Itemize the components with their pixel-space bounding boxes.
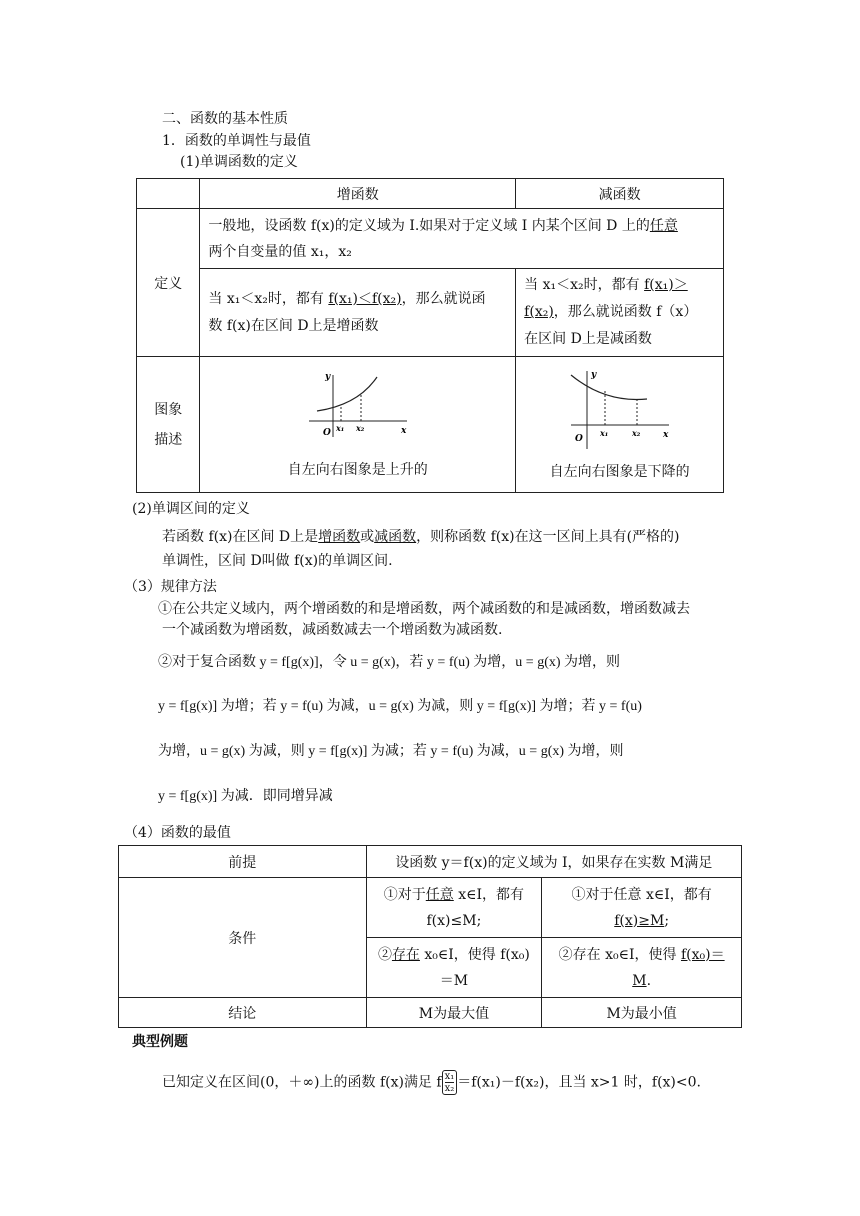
definition-label: 定义 bbox=[137, 209, 200, 357]
empty-header-cell bbox=[137, 179, 200, 209]
extremum-table bbox=[118, 845, 742, 1028]
interval-heading: (2)单调区间的定义 bbox=[132, 501, 250, 517]
max-condition-2: ②存在 x₀∈I，使得 f(x₀) ＝M bbox=[366, 938, 542, 998]
max-conclusion: M为最大值 bbox=[366, 998, 542, 1028]
example-text: 已知定义在区间(0，＋∞)上的函数 f(x)满足 f $\frac{\text{x₁}}{\text{x₂}}$ ＝f(x₁)－f(x₂)，且当 x>1 时，f(x)<0. bbox=[162, 1071, 701, 1094]
rules-heading: （3）规律方法 bbox=[124, 579, 217, 595]
extremum-heading: （4）函数的最值 bbox=[124, 825, 231, 841]
interval-text-1: 若函数 f(x)在区间 D上是增函数或减函数，则称函数 f(x)在这一区间上具有(严格的) bbox=[162, 529, 680, 545]
rule-2-line-3: 为增，u = g(x) 为减，则 y = f[g(x)] 为减；若 y = f(u) 为减，u = g(x) 为增，则 bbox=[158, 744, 624, 759]
rule-2-line-1: ②对于复合函数 y = f[g(x)]，令 u = g(x)，若 y = f(u) 为增，u = g(x) 为增，则 bbox=[158, 655, 621, 670]
y-axis-label: y bbox=[590, 369, 596, 380]
origin-label: O bbox=[322, 427, 331, 438]
shared-definition: 一般地，设函数 f(x)的定义域为 I.如果对于定义域 I 内某个区间 D 上的任意 两个自变量的值 x₁，x₂ bbox=[200, 209, 724, 269]
x1-label: x₁ bbox=[599, 427, 608, 438]
graph-label: 图象 描述 bbox=[137, 357, 200, 493]
increasing-curve-graph bbox=[303, 371, 413, 443]
decreasing-curve bbox=[571, 375, 647, 400]
x2-label: x₂ bbox=[355, 422, 365, 433]
table1-heading: (1)单调函数的定义 bbox=[180, 154, 298, 170]
x2-label: x₂ bbox=[631, 427, 640, 438]
rule-1-line-1: ①在公共定义域内，两个增函数的和是增函数，两个减函数的和是减函数，增函数减去 bbox=[158, 601, 690, 617]
decrease-header: 减函数 bbox=[516, 179, 724, 209]
fraction-box: $\frac{\text{x₁}}{\text{x₂}}$ bbox=[442, 1070, 458, 1095]
increase-caption: 自左向右图象是上升的 bbox=[287, 461, 428, 478]
min-conclusion: M为最小值 bbox=[542, 998, 742, 1028]
decreasing-curve-graph bbox=[565, 369, 675, 453]
rule-2-line-2: y = f[g(x)] 为增；若 y = f(u) 为减，u = g(x) 为减，则 y = f[g(x)] 为增；若 y = f(u) bbox=[158, 699, 642, 714]
x1-label: x₁ bbox=[335, 422, 345, 433]
premise-label: 前提 bbox=[119, 846, 367, 878]
increasing-curve bbox=[317, 377, 377, 411]
decrease-graph-cell bbox=[516, 357, 724, 493]
origin-label: O bbox=[574, 433, 583, 444]
interval-text-2: 单调性，区间 D叫做 f(x)的单调区间. bbox=[162, 553, 393, 569]
min-condition-2: ②存在 x₀∈I，使得 f(x₀)＝ M. bbox=[542, 938, 742, 998]
x-axis-label: x bbox=[662, 429, 668, 440]
max-condition-1: ①对于任意 x∈I，都有 f(x)≤M; bbox=[366, 878, 542, 938]
decrease-definition: 当 x₁＜x₂时，都有 f(x₁)＞ f(x₂)，那么就说函数 f（x） 在区间 D上是减函数 bbox=[516, 269, 724, 357]
decrease-caption: 自左向右图象是下降的 bbox=[549, 463, 690, 480]
rule-2-line-4: y = f[g(x)] 为减．即同增异减 bbox=[158, 789, 333, 804]
monotonic-table bbox=[136, 178, 724, 493]
increase-definition: 当 x₁＜x₂时，都有 f(x₁)＜f(x₂)，那么就说函 数 f(x)在区间 D上是增函数 bbox=[200, 269, 516, 357]
increase-header: 增函数 bbox=[200, 179, 516, 209]
y-axis-label: y bbox=[324, 371, 331, 382]
x-axis-label: x bbox=[400, 425, 407, 436]
section-heading: 二、函数的基本性质 bbox=[162, 111, 288, 127]
conclusion-label: 结论 bbox=[119, 998, 367, 1028]
subsection-heading: 1．函数的单调性与最值 bbox=[162, 133, 311, 149]
premise-value: 设函数 y＝f(x)的定义域为 I，如果存在实数 M满足 bbox=[366, 846, 741, 878]
rule-1-line-2: 一个减函数为增函数，减函数减去一个增函数为减函数. bbox=[162, 622, 503, 638]
min-condition-1: ①对于任意 x∈I，都有 f(x)≥M; bbox=[542, 878, 742, 938]
condition-label: 条件 bbox=[119, 878, 367, 998]
increase-graph-cell bbox=[200, 357, 516, 493]
example-heading: 典型例题 bbox=[132, 1034, 188, 1050]
